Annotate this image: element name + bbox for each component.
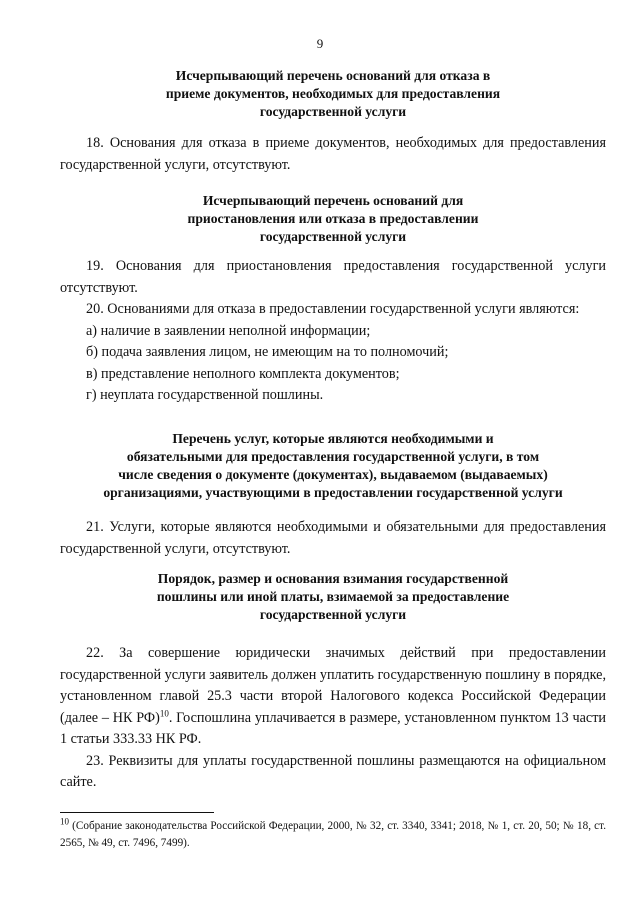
footnote-divider [60, 812, 214, 813]
section-heading-suspension-refusal [60, 192, 606, 246]
footnote [60, 818, 606, 852]
list-item: в) представление неполного комплекта документов; [86, 365, 400, 382]
paragraph-group-22-23 [60, 643, 606, 794]
paragraph-21: 21. Услуги, которые являются необходимыми и обязательными для предоставления государственной услуги, отсутствуют. [60, 519, 606, 557]
footnote-mark: 10 [60, 816, 69, 827]
paragraph-23: 23. Реквизиты для уплаты государственной пошлины размещаются на официальном сайте. [60, 752, 606, 790]
paragraph-19: 19. Основания для приостановления предоставления государственной услуги отсутствуют. [60, 258, 606, 296]
heading-line: числе сведения о документе (документах), выдаваемом (выдаваемых) [118, 467, 548, 482]
heading-line: приостановления или отказа в предоставлении [187, 211, 479, 226]
section-heading-required-services [60, 430, 606, 502]
heading-line: Порядок, размер и основания взимания государственной [157, 571, 509, 586]
heading-line: организациями, участвующими в предоставлении государственной услуги [103, 485, 563, 500]
list-item: г) неуплата государственной пошлины. [86, 387, 324, 403]
heading-line: обязательными для предоставления государственной услуги, в том [126, 449, 540, 464]
footnote-reference[interactable]: 10 [159, 707, 169, 718]
page-number: 9 [316, 36, 324, 51]
heading-line: государственной услуги [259, 607, 407, 622]
section-heading-state-fee [60, 570, 606, 624]
list-item: б) подача заявления лицом, не имеющим на то полномочий; [86, 344, 449, 360]
paragraph-22-text: 22. За совершение юридически значимых действий при предоставлении государственной услуги заявитель должен уплатить государственную пошлину в порядке, установленном главой 25.3 части второй Налогового кодекса Российской Федерации (далее – НК РФ) [60, 645, 606, 726]
paragraph-20: 20. Основаниями для отказа в предоставлении государственной услуги являются: [86, 301, 580, 317]
heading-line: пошлины или иной платы, взимаемой за предоставление [156, 589, 510, 604]
section-heading-refusal-acceptance [60, 67, 606, 121]
heading-line: Перечень услуг, которые являются необходимыми и [172, 431, 494, 446]
paragraph-group-21 [60, 517, 606, 560]
paragraph-group-19-20 [60, 256, 606, 407]
paragraph-22-text-cont: . Госпошлина уплачивается в размере, установленном пунктом 13 части 1 статьи 333.33 НК РФ. [60, 709, 606, 747]
paragraph-22 [60, 643, 606, 751]
heading-line: государственной услуги [259, 104, 407, 119]
list-item: а) наличие в заявлении неполной информации; [86, 322, 371, 339]
heading-line: государственной услуги [259, 229, 407, 244]
paragraph-18: 18. Основания для отказа в приеме документов, необходимых для предоставления государственной услуги, отсутствуют. [60, 135, 606, 173]
heading-line: приеме документов, необходимых для предоставления [165, 86, 501, 101]
heading-line: Исчерпывающий перечень оснований для отказа в [175, 68, 491, 83]
heading-line: Исчерпывающий перечень оснований для [202, 193, 464, 208]
paragraph-group-18 [60, 133, 606, 176]
footnote-text: (Собрание законодательства Российской Федерации, 2000, № 32, ст. 3340, 3341; 2018, № 1, ст. 20, 50; № 18, ст. 2565, № 49, ст. 7496, 7499). [60, 820, 606, 849]
